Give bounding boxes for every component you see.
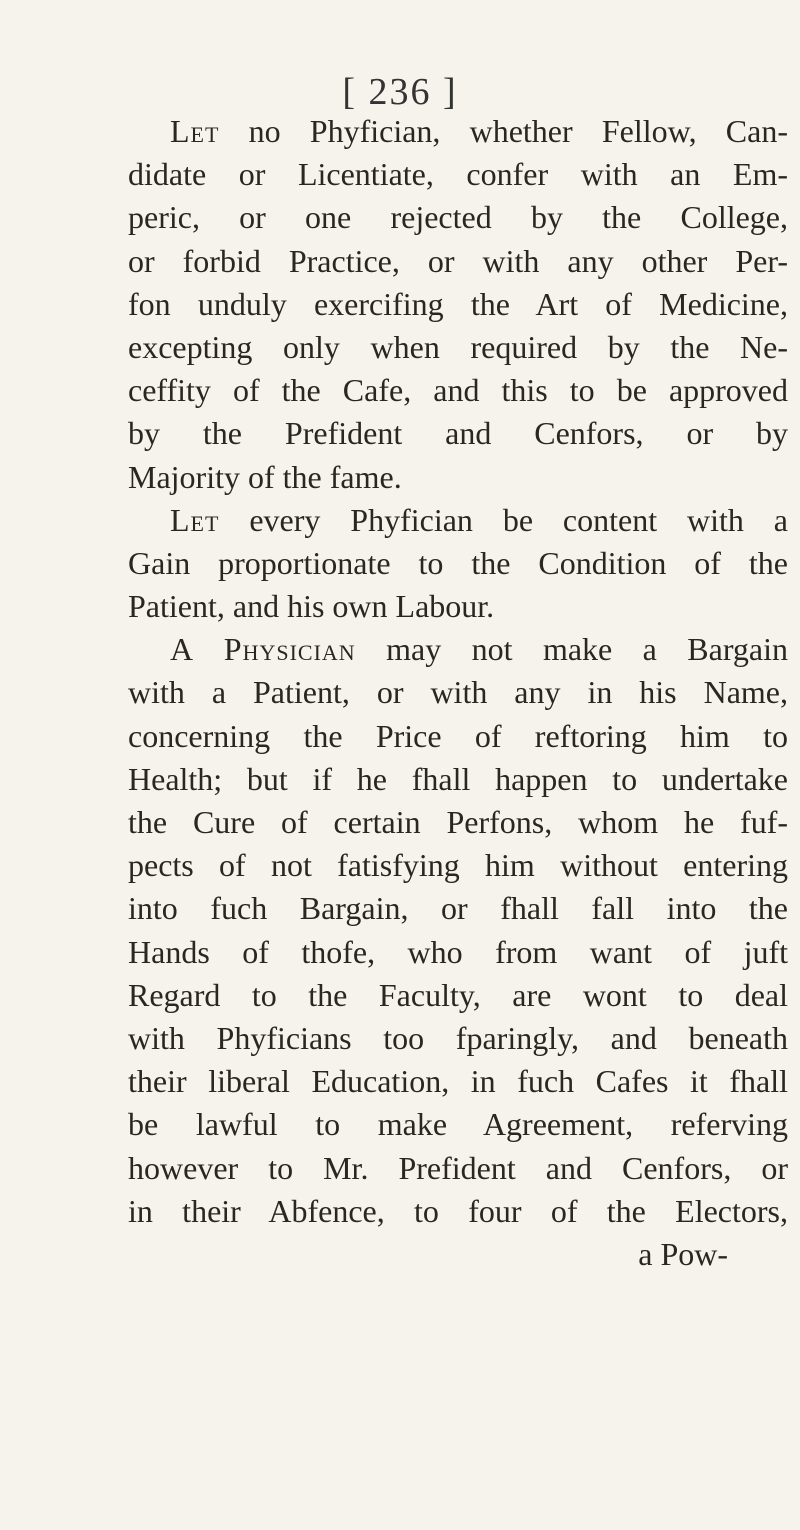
text-line: into fuch Bargain, or fhall fall into the xyxy=(128,890,788,927)
text-line: with a Patient, or with any in his Name, xyxy=(128,674,788,711)
lead-word: A Physician xyxy=(170,631,356,668)
text-line: A Physician may not make a Bargain xyxy=(170,631,788,668)
text-line: Majority of the fame. xyxy=(128,458,402,495)
text-line: the Cure of certain Perfons, whom he fuf- xyxy=(128,804,788,840)
text-line: didate or Licentiate, confer with an Em- xyxy=(128,156,788,193)
text-line: Let no Phyfician, whether Fellow, Can- xyxy=(170,113,788,149)
text-line: pects of not fatisfying him without entering xyxy=(128,847,788,884)
text-line: be lawful to make Agreement, referving xyxy=(128,1106,788,1143)
page-number: [ 236 ] xyxy=(342,71,458,113)
text-line: concerning the Price of reftoring him to xyxy=(128,717,788,754)
text-line: however to Mr. Prefident and Cenfors, or xyxy=(128,1149,788,1186)
text-line: Patient, and his own Labour. xyxy=(128,588,495,625)
text-line: fon unduly exercifing the Art of Medicine, xyxy=(128,285,788,322)
text-line: peric, or one rejected by the College, xyxy=(128,199,788,236)
text-line: or forbid Practice, or with any other Per- xyxy=(128,242,788,279)
text-line: their liberal Education, in fuch Cafes it fhall xyxy=(128,1063,788,1100)
text-line: Health; but if he fhall happen to undertake xyxy=(128,760,788,797)
text-line: excepting only when required by the Ne- xyxy=(128,328,788,365)
text-line: Let every Phyfician be content with a xyxy=(170,501,788,538)
text-line: in their Abfence, to four of the Electors, xyxy=(128,1192,788,1229)
text-line: Gain proportionate to the Condition of the xyxy=(128,544,788,581)
lead-word: Let xyxy=(170,501,220,538)
text-line: Regard to the Faculty, are wont to deal xyxy=(128,976,788,1013)
text-line: with Phyficians too fparingly, and beneath xyxy=(128,1019,788,1056)
text-line: Hands of thofe, who from want of juft xyxy=(128,933,788,970)
lead-word: Let xyxy=(170,113,220,149)
text-line: ceffity of the Cafe, and this to be approved xyxy=(128,372,788,409)
text-line: by the Prefident and Cenfors, or by xyxy=(128,415,788,452)
body-text xyxy=(128,110,788,1276)
catchword: a Pow- xyxy=(638,1235,728,1272)
